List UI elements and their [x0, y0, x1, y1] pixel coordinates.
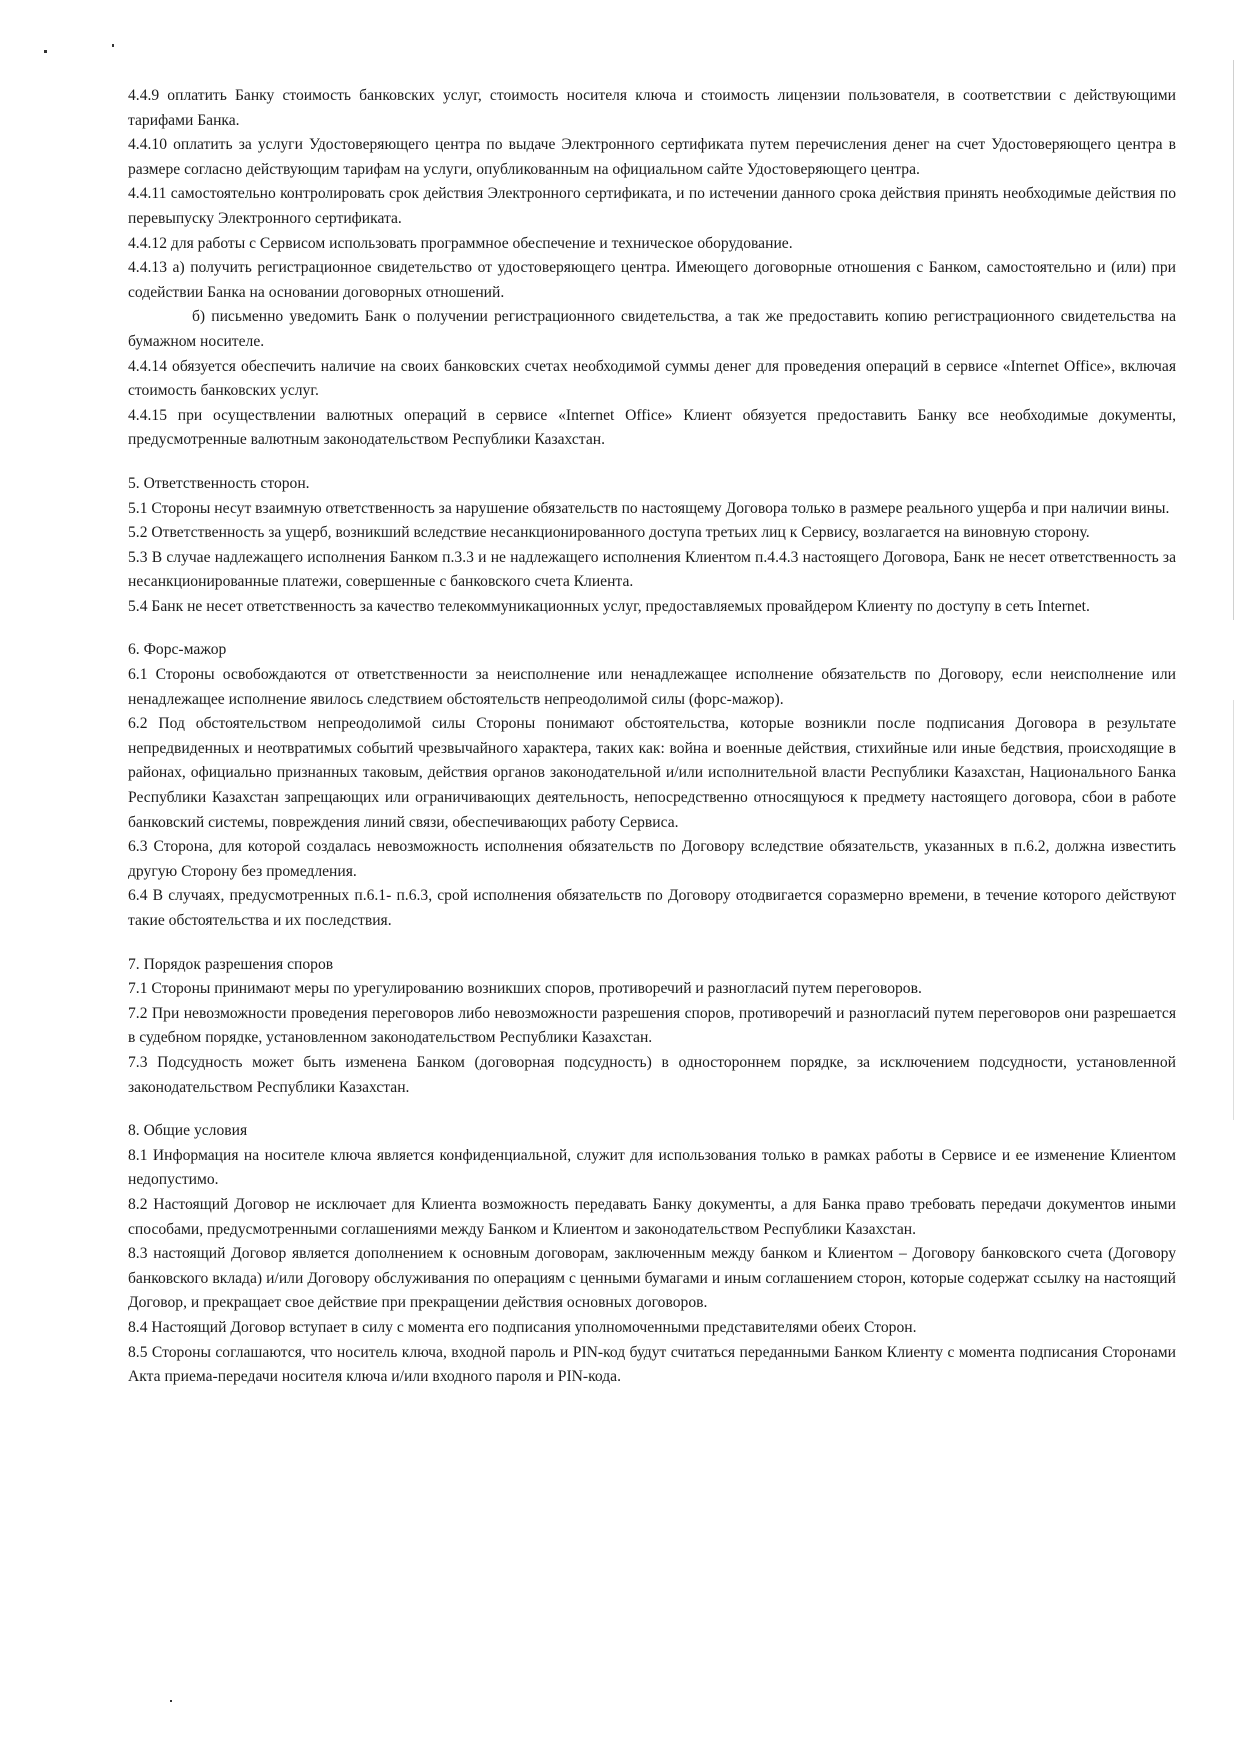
clause-paragraph: 8.3 настоящий Договор является дополнением к основным договорам, заключенным между банком и Клиентом – Договору банковского счета (Договору банковского вклада) и/или Договору обслуживания по операциям с ценными бумагами и иным соглашением сторон, которые содержат ссылку на настоящий Договор, и прекращает свое действие при прекращении действия основных договоров.	[128, 1245, 1176, 1312]
clause-paragraph: 6.1 Стороны освобождаются от ответственности за неисполнение или ненадлежащее исполнение обязательств по Договору, если неисполнение или ненадлежащее исполнение явилось следствием обстоятельств непреодолимой силы (форс-мажор).	[128, 666, 1176, 708]
clause-paragraph: 8.4 Настоящий Договор вступает в силу с момента его подписания уполномоченными представителями обеих Сторон.	[128, 1318, 917, 1336]
clause-paragraph: 8.2 Настоящий Договор не исключает для Клиента возможность передавать Банку документы, а для Банка право требовать передачи документов иными способами, предусмотренными соглашениями между Банком и Клиентом и законодательством Республики Казахстан.	[128, 1195, 1176, 1238]
clause-paragraph: 7.1 Стороны принимают меры по урегулированию возникших споров, противоречий и разногласий путем переговоров.	[128, 980, 922, 998]
clause-paragraph: 4.4.12 для работы с Сервисом использовать программное обеспечение и техническое оборудование.	[128, 234, 793, 252]
clause-paragraph: б) письменно уведомить Банк о получении регистрационного свидетельства, а так же предоставить копию регистрационного свидетельства на бумажном носителе.	[128, 308, 1176, 350]
clause-paragraph: 4.4.10 оплатить за услуги Удостоверяющего центра по выдаче Электронного сертификата путем перечисления денег на счет Удостоверяющего центра в размере согласно действующим тарифам на услуги, опубликованным на официальном сайте Удостоверяющего центра.	[128, 136, 1176, 178]
clause-paragraph: 5.1 Стороны несут взаимную ответственность за нарушение обязательств по настоящему Договора только в размере реального ущерба и при наличии вины.	[128, 499, 1170, 517]
section-heading: 7. Порядок разрешения споров	[128, 955, 334, 973]
clause-paragraph: 4.4.15 при осуществлении валютных операций в сервисе «Internet Office» Клиент обязуется предоставить Банку все необходимые документы, предусмотренные валютным законодательством Республики Казахстан.	[128, 406, 1176, 449]
scan-edge-mark	[1233, 60, 1234, 620]
clause-paragraph: 6.2 Под обстоятельством непреодолимой силы Стороны понимают обстоятельства, которые возникли после подписания Договора в результате непредвиденных и неотвратимых событий чрезвычайного характера, таких как: война и военные действия, стихийные или иные бедствия, происходящие в районах, официально признанных таковым, действия органов законодательной и/или исполнительной власти Республики Казахстан, Национального Банка Республики Казахстан запрещающих или ограничивающих деятельность, непосредственно относящуюся к предмету настоящего договора, сбои в работе банковский системы, повреждения линий связи, обеспечивающих работу Сервиса.	[128, 715, 1176, 831]
clause-paragraph: 4.4.13 а) получить регистрационное свидетельство от удостоверяющего центра. Имеющего договорные отношения с Банком, самостоятельно и (или) при содействии Банка на основании договорных отношений.	[128, 259, 1176, 301]
section-heading: 6. Форс-мажор	[128, 641, 227, 659]
clause-paragraph: 6.4 В случаях, предусмотренных п.6.1- п.6.3, срой исполнения обязательств по Договору отодвигается соразмерно времени, в течение которого действуют такие обстоятельства и их последствия.	[128, 887, 1176, 929]
clause-paragraph: 4.4.14 обязуется обеспечить наличие на своих банковских счетах необходимой суммы денег для проведения операций в сервисе «Internet Office», включая стоимость банковских услуг.	[128, 357, 1176, 400]
clause-paragraph: 5.2 Ответственность за ущерб, возникший вследствие несанкционированного доступа третьих лиц к Сервису, возлагается на виновную сторону.	[128, 524, 1090, 542]
scan-edge-mark	[1233, 700, 1234, 1120]
section-heading: 5. Ответственность сторон.	[128, 474, 310, 492]
document-page	[128, 84, 1176, 1390]
clause-paragraph: 7.2 При невозможности проведения переговоров либо невозможности разрешения споров, противоречий и разногласий путем переговоров они разрешается в судебном порядке, установленном законодательством Республики Казахстан.	[128, 1004, 1176, 1047]
clause-paragraph: 7.3 Подсудность может быть изменена Банком (договорная подсудность) в одностороннем порядке, за исключением подсудности, установленной законодательством Республики Казахстан.	[128, 1053, 1176, 1096]
clause-paragraph: 6.3 Сторона, для которой создалась невозможность исполнения обязательств по Договору вследствие обязательств, указанных в п.6.2, должна известить другую Сторону без промедления.	[128, 838, 1176, 880]
section-heading: 8. Общие условия	[128, 1122, 248, 1140]
clause-paragraph: 4.4.11 самостоятельно контролировать срок действия Электронного сертификата, и по истечении данного срока действия принять необходимые действия по перевыпуску Электронного сертификата.	[128, 185, 1176, 227]
clause-paragraph: 8.1 Информация на носителе ключа является конфиденциальной, служит для использования только в рамках работы в Сервисе и ее изменение Клиентом недопустимо.	[128, 1146, 1176, 1189]
clause-paragraph: 8.5 Стороны соглашаются, что носитель ключа, входной пароль и PIN-код будут считаться переданными Банком Клиенту с момента подписания Сторонами Акта приема-передачи носителя ключа и/или входного пароля и PIN-кода.	[128, 1343, 1176, 1386]
clause-paragraph: 5.3 В случае надлежащего исполнения Банком п.3.3 и не надлежащего исполнения Клиентом п.4.4.3 настоящего Договора, Банк не несет ответственность за несанкционированные платежи, совершенные с банковского счета Клиента.	[128, 548, 1176, 591]
clause-paragraph: 5.4 Банк не несет ответственность за качество телекоммуникационных услуг, предоставляемых провайдером Клиенту по доступу в сеть Internet.	[128, 597, 1090, 615]
clause-paragraph: 4.4.9 оплатить Банку стоимость банковских услуг, стоимость носителя ключа и стоимость лицензии пользователя, в соответствии с действующими тарифами Банка.	[128, 87, 1176, 129]
